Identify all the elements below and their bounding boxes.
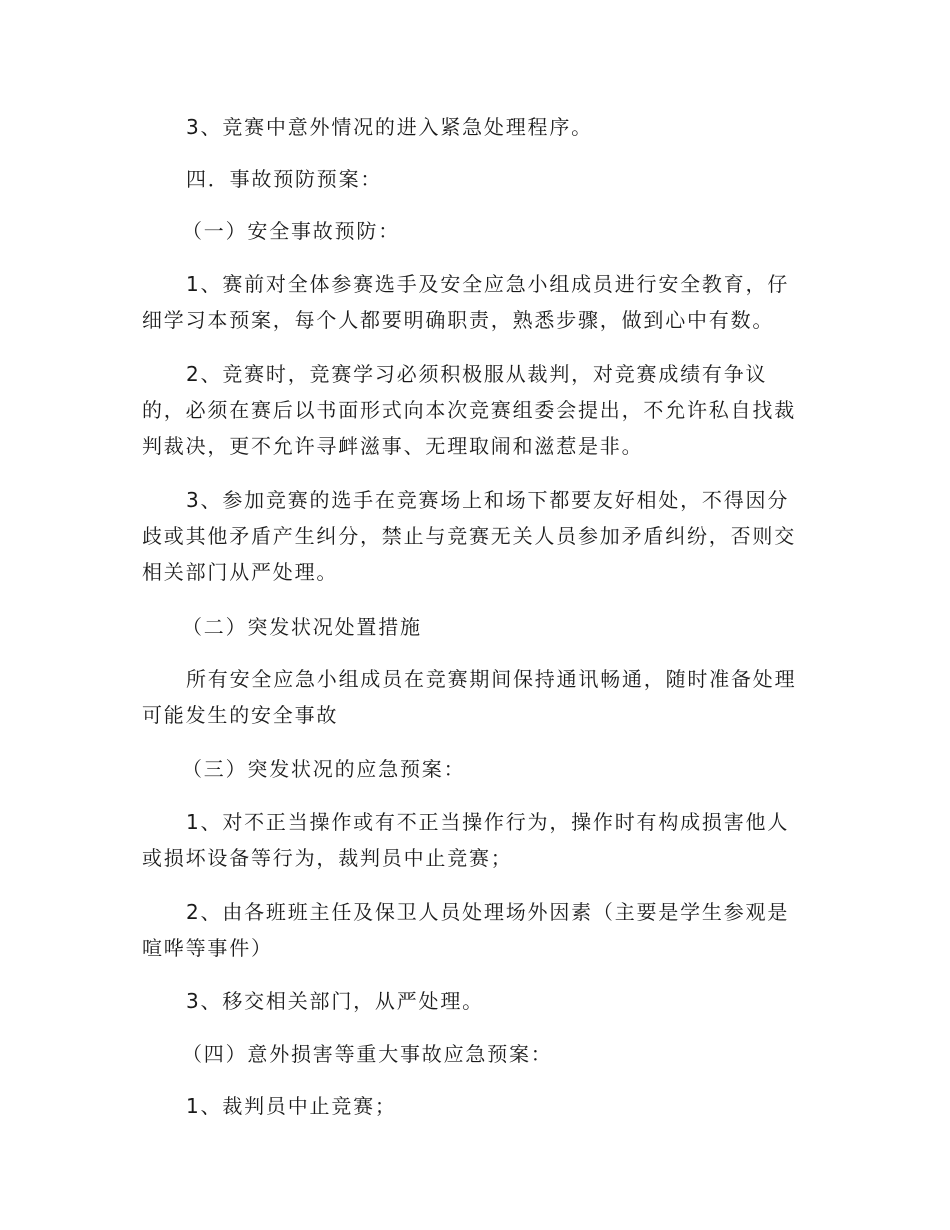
paragraph-safety-education: 1、赛前对全体参赛选手及安全应急小组成员进行安全教育，仔细学习本预案，每个人都要明确职责，熟悉步骤，做到心中有数。 [142,272,790,332]
subsection-heading-safety-prevention: （一）安全事故预防： [182,219,400,243]
paragraph-referee-stop: 1、裁判员中止竞赛； [186,1094,397,1118]
paragraph-keep-communication: 所有安全应急小组成员在竞赛期间保持通讯畅通，随时准备处理可能发生的安全事故 [142,667,797,727]
paragraph-transfer-departments: 3、移交相关部门，从严处理。 [186,989,484,1013]
paragraph-external-factors: 2、由各班班主任及保卫人员处理场外因素（主要是学生参观是喧哗等事件） [142,900,790,960]
paragraph-improper-operation: 1、对不正当操作或有不正当操作行为，操作时有构成损害他人或损坏设备等行为，裁判员中止竞赛； [142,810,790,870]
subsection-heading-major-accident-plan: （四）意外损害等重大事故应急预案： [182,1042,553,1066]
subsection-heading-emergency-measures: （二）突发状况处置措施 [182,615,422,639]
section-heading-accident-prevention: 四．事故预防预案： [186,167,383,191]
paragraph-obey-referee: 2、竞赛时，竞赛学习必须积极服从裁判，对竞赛成绩有争议的，必须在赛后以书面形式向本次竞赛组委会提出，不允许私自找裁判裁决，更不允许寻衅滋事、无理取闹和滋惹是非。 [142,362,796,458]
subsection-heading-emergency-plan: （三）突发状况的应急预案： [182,757,466,781]
paragraph-friendly-conduct: 3、参加竞赛的选手在竞赛场上和场下都要友好相处，不得因分歧或其他矛盾产生纠分，禁止与竞赛无关人员参加矛盾纠纷，否则交相关部门从严处理。 [142,488,796,584]
paragraph-emergency-procedure: 3、竞赛中意外情况的进入紧急处理程序。 [186,115,593,139]
